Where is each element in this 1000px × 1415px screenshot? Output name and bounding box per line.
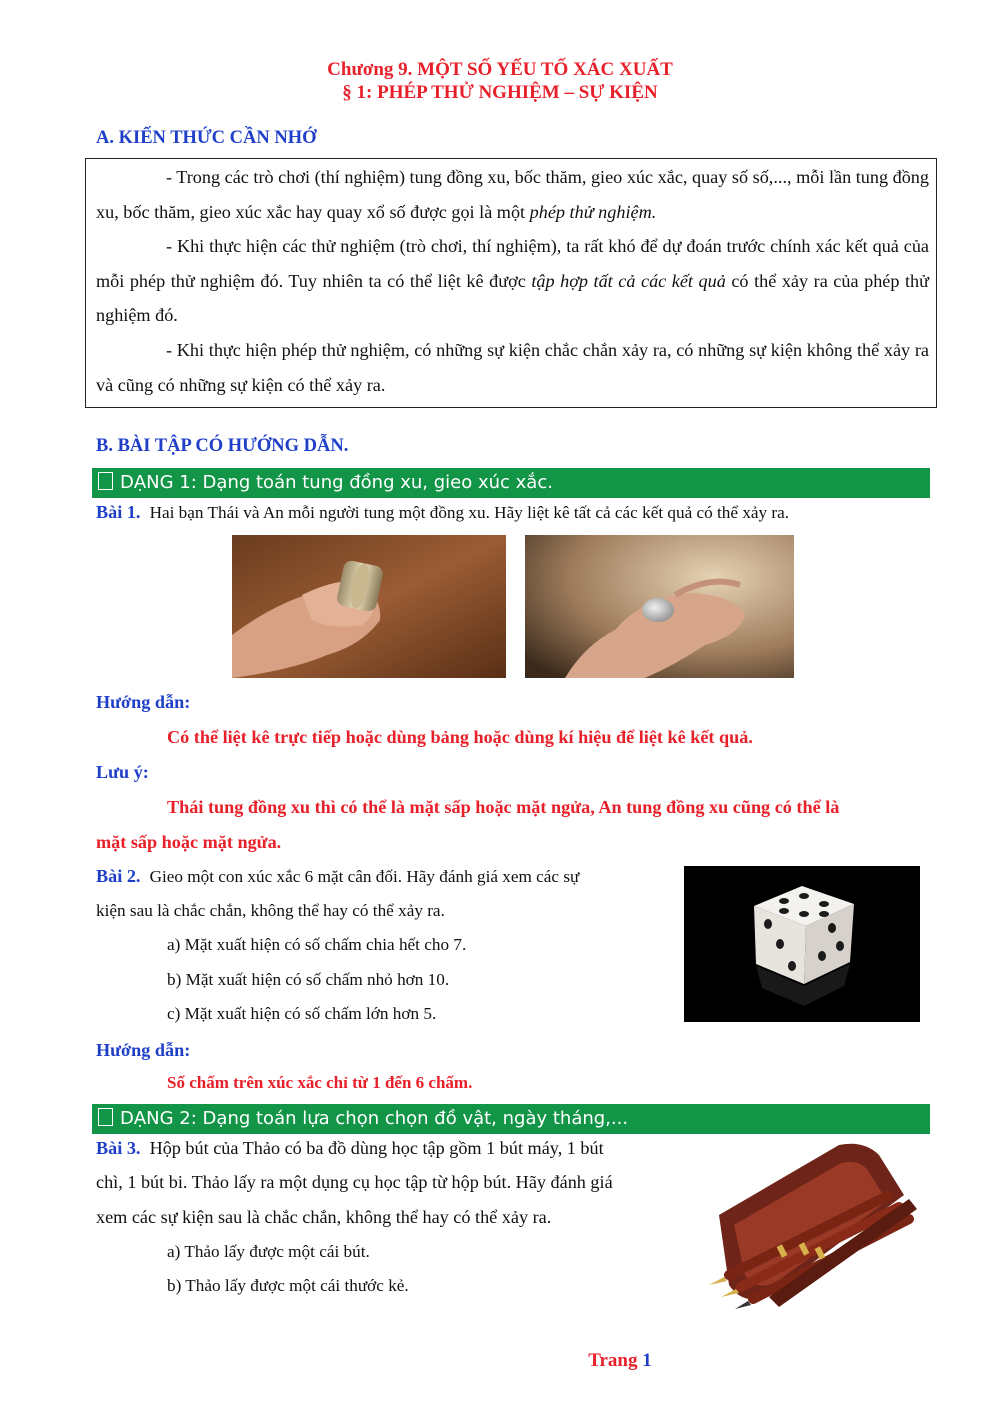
luu-y-line-2: mặt sấp hoặc mặt ngửa. (96, 832, 282, 852)
bai-1-label: Bài 1. (96, 502, 141, 522)
bai-3-option-a: a) Thảo lấy được một cái bút. (167, 1242, 370, 1261)
knowledge-p1-text: - Trong các trò chơi (thí nghiệm) tung đồng xu, bốc thăm, gieo xúc xắc, quay số số,..., mỗi lần tung đồng xu, bốc thăm, gieo xúc xắc hay quay xổ số được gọi là một (96, 167, 929, 222)
knowledge-paragraph-2 (96, 229, 929, 333)
coin-hand-photo (232, 535, 506, 678)
luu-y-line-1: Thái tung đồng xu thì có thể là mặt sấp hoặc mặt ngửa, An tung đồng xu cũng có thể là (167, 797, 840, 817)
huong-dan-2-text: Số chấm trên xúc xắc chỉ từ 1 đến 6 chấm. (167, 1073, 473, 1092)
placeholder-glyph-icon (98, 472, 113, 490)
bai-2-option-b: b) Mặt xuất hiện có số chấm nhỏ hơn 10. (167, 970, 450, 989)
bai-3-text: Hộp bút của Thảo có ba đồ dùng học tập gồm 1 bút máy, 1 bút (149, 1138, 604, 1158)
dang-1-title: DẠNG 1: Dạng toán tung đồng xu, gieo xúc xắc. (120, 472, 553, 493)
bai-2-option-c: c) Mặt xuất hiện có số chấm lớn hơn 5. (167, 1004, 437, 1023)
huong-dan-2-label: Hướng dẫn: (96, 1040, 191, 1060)
dice-photo (684, 866, 920, 1022)
dang-2-title: DẠNG 2: Dạng toán lựa chọn chọn đồ vật, ngày tháng,... (120, 1108, 629, 1129)
bai-3-line-2: chì, 1 bút bi. Thảo lấy ra một dụng cụ học tập từ hộp bút. Hãy đánh giá (96, 1172, 613, 1192)
huong-dan-1-label: Hướng dẫn: (96, 692, 191, 712)
term-tap-hop-ket-qua: tập hợp tất cả các kết quả (531, 270, 726, 291)
chapter-title: Chương 9. MỘT SỐ YẾU TỐ XÁC XUẤT (327, 59, 673, 80)
bai-3-line-3: xem các sự kiện sau là chắc chắn, không thể hay có thể xảy ra. (96, 1207, 552, 1227)
part-a-heading: A. KIẾN THỨC CẦN NHỚ (96, 128, 317, 148)
bai-3-option-b: b) Thảo lấy được một cái thước kẻ. (167, 1276, 409, 1295)
bai-1-text: Hai bạn Thái và An mỗi người tung một đồng xu. Hãy liệt kê tất cả các kết quả có thể xảy ra. (149, 503, 790, 522)
bai-2-option-a: a) Mặt xuất hiện có số chấm chia hết cho 7. (167, 935, 467, 954)
dang-1-band (92, 468, 930, 498)
part-b-heading: B. BÀI TẬP CÓ HƯỚNG DẪN. (96, 436, 349, 456)
luu-y-label: Lưu ý: (96, 762, 149, 782)
bai-2-line-1 (96, 866, 579, 887)
pen-case-photo (689, 1135, 927, 1320)
knowledge-p2-text: - Khi thực hiện các thử nghiệm (trò chơi, thí nghiệm), ta rất khó để dự đoán trước chính xác kết quả của mỗi phép thử nghiệm đó. Tuy nhiên ta có thể liệt kê được (96, 236, 929, 291)
bai-2-label: Bài 2. (96, 866, 141, 886)
page-word: Trang (588, 1350, 638, 1371)
term-phep-thu-nghiem: phép thử nghiệm. (529, 201, 657, 222)
page-number: 1 (642, 1350, 652, 1371)
bai-3-line-1 (96, 1138, 604, 1159)
bai-1 (96, 502, 789, 523)
section-title: § 1: PHÉP THỬ NGHIỆM – SỰ KIỆN (342, 82, 658, 103)
bai-2-line-2: kiện sau là chắc chắn, không thể hay có thể xảy ra. (96, 901, 445, 920)
knowledge-p2-tail: có thể xảy ra của phép thử nghiệm đó. (96, 270, 929, 326)
dang-2-band (92, 1104, 930, 1134)
bai-3-label: Bài 3. (96, 1138, 141, 1158)
page-footer (0, 1350, 1000, 1372)
bai-2-text: Gieo một con xúc xắc 6 mặt cân đối. Hãy đánh giá xem các sự (149, 867, 580, 886)
knowledge-paragraph-1 (96, 160, 929, 229)
huong-dan-1-text: Có thể liệt kê trực tiếp hoặc dùng bảng hoặc dùng kí hiệu để liệt kê kết quả. (167, 727, 753, 747)
knowledge-paragraph-3: - Khi thực hiện phép thử nghiệm, có những sự kiện chắc chắn xảy ra, có những sự kiện không thể xảy ra và cũng có những sự kiện có thể xảy ra. (96, 339, 929, 395)
placeholder-glyph-icon (98, 1108, 113, 1126)
palm-coin-photo (525, 535, 794, 678)
knowledge-text (96, 160, 929, 402)
